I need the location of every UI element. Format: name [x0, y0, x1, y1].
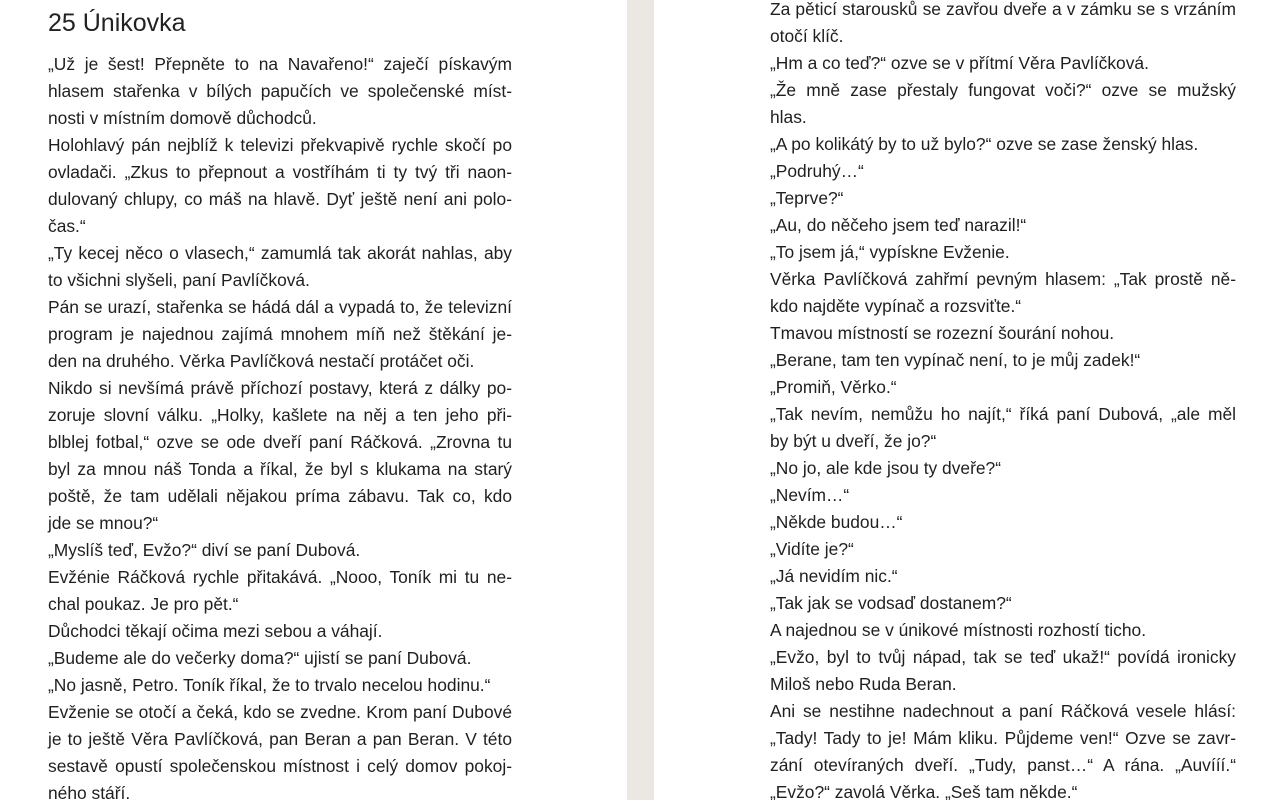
text-line: Věrka Pavlíčková zahřmí pevným hlasem: „Tak prostě ně-	[770, 269, 1236, 289]
text-line: ného stáří.	[48, 783, 131, 800]
text-line: kdo najděte vypínač a rozsviťte.“	[770, 296, 1022, 316]
right-page-text	[770, 0, 1236, 800]
text-line: Evžénie Ráčková rychle přitakává. „Nooo, Toník mi tu ne-	[48, 567, 512, 587]
text-line: by být u dveří, že jo?“	[770, 431, 937, 451]
text-line: den na druhého. Věrka Pavlíčková nestačí protáčet oči.	[48, 351, 475, 371]
text-line: „A po kolikátý by to už bylo?“ ozve se zase ženský hlas.	[770, 134, 1199, 154]
text-line: program je najednou zajímá mnohem míň než štěkání je-	[48, 324, 512, 344]
text-line: Holohlavý pán nejblíž k televizi překvapivě rychle skočí po	[48, 135, 512, 155]
text-line: „Hm a co teď?“ ozve se v přítmí Věra Pavlíčková.	[770, 53, 1149, 73]
text-line: blblej fotbal,“ ozve se ode dveří paní Ráčková. „Zrovna tu	[48, 432, 512, 452]
text-line: „Evžo?“ zavolá Věrka. „Seš tam někde.“	[770, 782, 1078, 800]
text-line: „Že mně zase přestaly fungovat voči?“ ozve se mužský	[770, 80, 1236, 100]
text-line: „Au, do něčeho jsem teď narazil!“	[770, 215, 1027, 235]
text-line: Ani se nestihne nadechnout a paní Ráčková vesele hlásí:	[770, 701, 1236, 721]
text-line: „Podruhý…“	[770, 161, 864, 181]
text-line: otočí klíč.	[770, 26, 844, 46]
text-line: „Nevím…“	[770, 485, 850, 505]
left-page-text	[48, 51, 512, 800]
text-line: „Už je šest! Přepněte to na Navařeno!“ zaječí pískavým	[48, 54, 512, 74]
text-line: to všichni slyšeli, paní Pavlíčková.	[48, 270, 310, 290]
text-line: dulovaný chlupy, co máš na hlavě. Dyť ještě není ani polo-	[48, 189, 512, 209]
text-line: jde se mnou?“	[48, 513, 159, 533]
text-line: Nikdo si nevšímá právě příchozí postavy, která z dálky po-	[48, 378, 512, 398]
text-line: hlas.	[770, 107, 807, 127]
text-line: Evženie se otočí a čeká, kdo se zvedne. Krom paní Dubové	[48, 702, 512, 722]
text-line: sestavě opustí společenskou místnost i celý domov pokoj-	[48, 756, 512, 776]
text-line: A najednou se v únikové místnosti rozhostí ticho.	[770, 620, 1147, 640]
text-line: „No jasně, Petro. Toník říkal, že to trvalo necelou hodinu.“	[48, 675, 491, 695]
text-line: nosti v místním domově důchodců.	[48, 108, 317, 128]
text-line: Za pěticí starousků se zavřou dveře a v zámku se s vrzáním	[770, 0, 1236, 19]
text-line: Miloš nebo Ruda Beran.	[770, 674, 957, 694]
text-line: „No jo, ale kde jsou ty dveře?“	[770, 458, 1002, 478]
text-line: Důchodci těkají očima mezi sebou a váhají.	[48, 621, 383, 641]
text-line: chal poukaz. Je pro pět.“	[48, 594, 239, 614]
text-line: „Tak jak se vodsaď dostanem?“	[770, 593, 1012, 613]
text-line: je to ještě Věra Pavlíčková, pan Beran a pan Beran. V této	[48, 729, 512, 749]
text-line: ovladači. „Zkus to přepnout a vostříhám ti ty tvý tři naon-	[48, 162, 512, 182]
text-line: „Ty kecej něco o vlasech,“ zamumlá tak akorát nahlas, aby	[48, 243, 512, 263]
text-line: „Já nevidím nic.“	[770, 566, 898, 586]
right-page	[654, 0, 1280, 800]
text-line: „Myslíš teď, Evžo?“ diví se paní Dubová.	[48, 540, 361, 560]
text-line: „Někde budou…“	[770, 512, 903, 532]
text-line: hlasem stařenka v bílých papučích ve společenské míst-	[48, 81, 512, 101]
text-line: „Evžo, byl to tvůj nápad, tak se teď ukaž!“ povídá ironicky	[770, 647, 1236, 667]
left-page	[0, 0, 627, 800]
text-line: „Promiň, Věrko.“	[770, 377, 897, 397]
text-line: čas.“	[48, 216, 86, 236]
text-line: „Teprve?“	[770, 188, 844, 208]
text-line: „Berane, tam ten vypínač není, to je můj zadek!“	[770, 350, 1141, 370]
text-line: „Vidíte je?“	[770, 539, 854, 559]
text-line: Pán se urazí, stařenka se hádá dál a vypadá to, že televizní	[48, 297, 512, 317]
text-line: byl za mnou náš Tonda a říkal, že byl s klukama na starý	[48, 459, 512, 479]
text-line: „Budeme ale do večerky doma?“ ujistí se paní Dubová.	[48, 648, 472, 668]
chapter-title: 25 Únikovka	[48, 9, 186, 37]
text-line: „Tak nevím, nemůžu ho najít,“ říká paní Dubová, „ale měl	[770, 404, 1236, 424]
text-line: poště, že tam udělali nějakou príma zábavu. Tak co, kdo	[48, 486, 512, 506]
text-line: „To jsem já,“ vypískne Evženie.	[770, 242, 1010, 262]
text-line: Tmavou místností se rozezní šourání nohou.	[770, 323, 1115, 343]
page-gutter	[627, 0, 654, 800]
text-line: „Tady! Tady to je! Mám kliku. Půjdeme ven!“ Ozve se zavr-	[770, 728, 1236, 748]
text-line: zoruje slovní válku. „Holky, kašlete na něj a ten jeho při-	[48, 405, 512, 425]
text-line: zání otevíraných dveří. „Tudy, panst…“ A rána. „Auvííí.“	[770, 755, 1236, 775]
